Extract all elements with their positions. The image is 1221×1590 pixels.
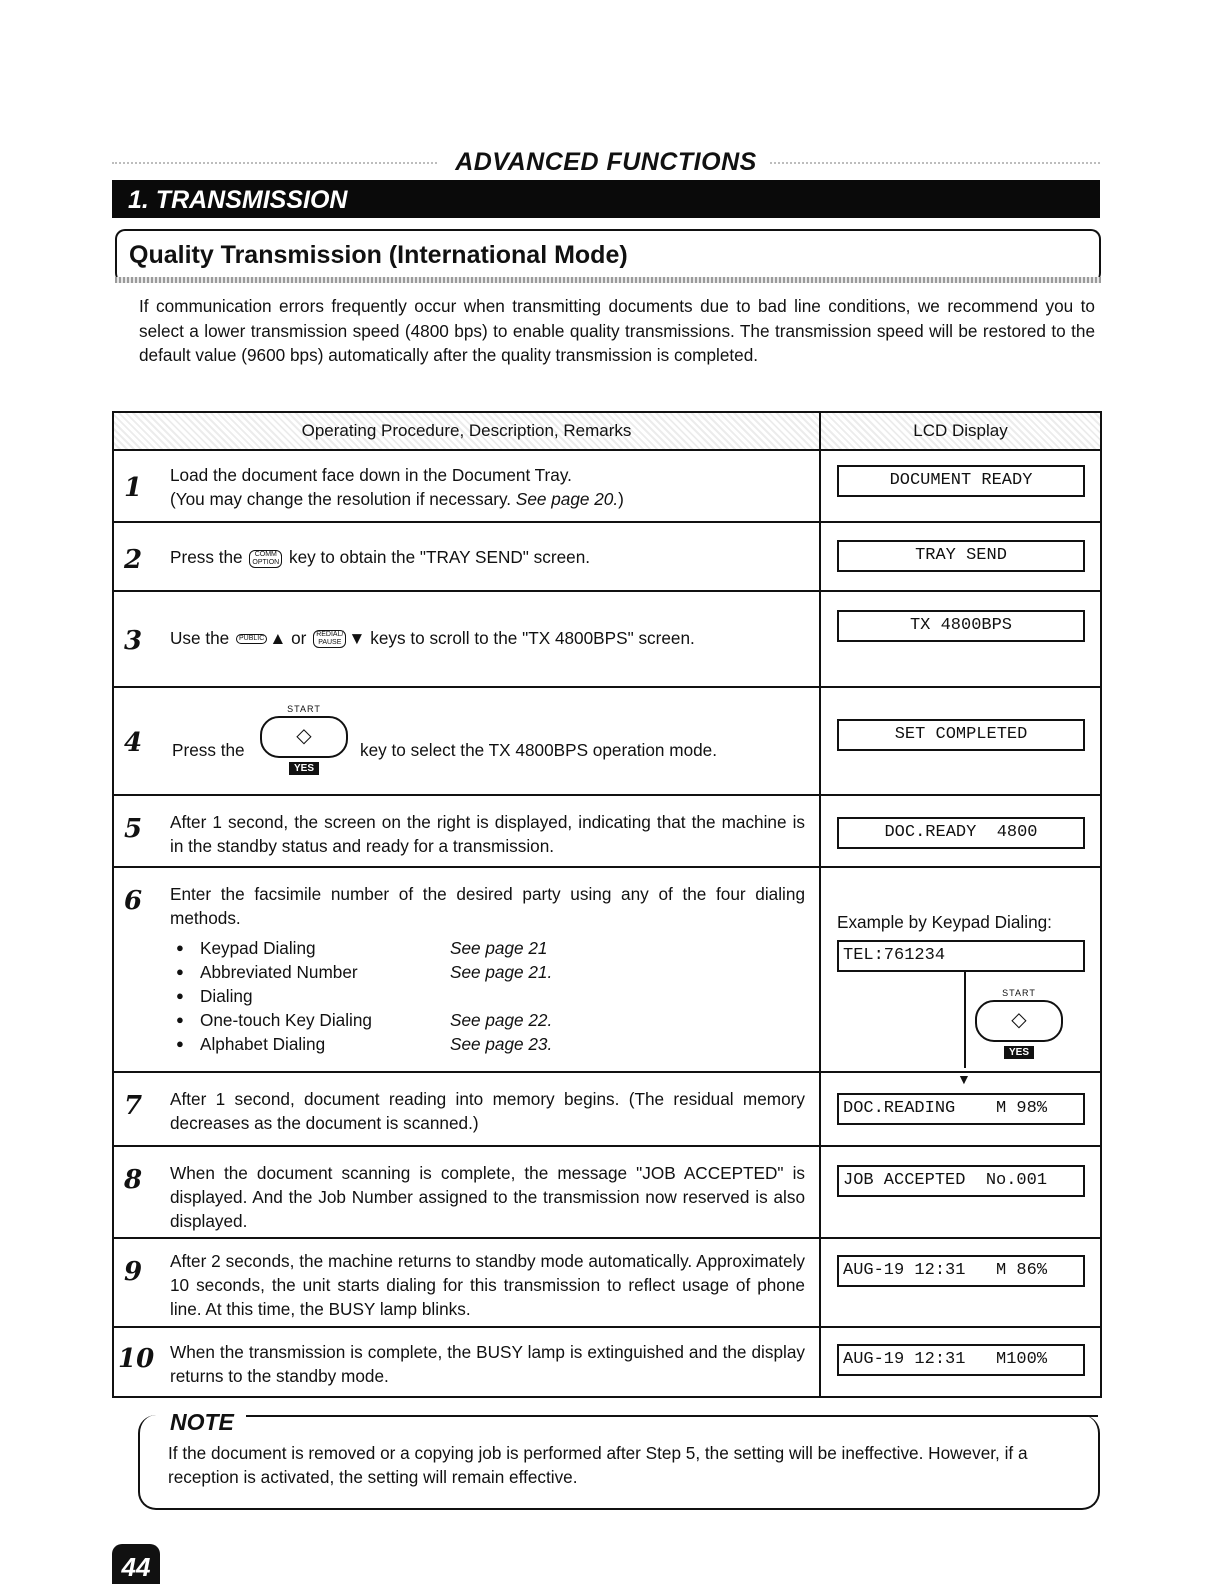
lcd-display: DOCUMENT READY xyxy=(837,465,1085,497)
step-number: 5 xyxy=(124,814,143,845)
table-row xyxy=(113,795,1101,867)
lcd-display: TEL:761234 xyxy=(837,940,1085,972)
page-number: 44 xyxy=(112,1544,160,1584)
table-row xyxy=(113,1146,1101,1238)
table-row xyxy=(113,1327,1101,1397)
step-number: 9 xyxy=(124,1257,143,1288)
step-7 xyxy=(114,1073,819,1145)
step-text: key to obtain the "TRAY SEND" screen. xyxy=(289,547,591,568)
lcd-caption: Example by Keypad Dialing: xyxy=(837,912,1052,933)
step-text: Press the xyxy=(172,739,245,760)
step-8 xyxy=(114,1147,819,1237)
step-text: After 1 second, the screen on the right is displayed, indicating that the machine is in the standby status and ready for a transmission. xyxy=(170,812,805,857)
comm-option-key-icon: COMM OPTION xyxy=(249,550,282,568)
step-3: 3 Use the PUBLIC ▲ or REDIAL/ PAUSE ▼ keys to scroll to the "TX 4800BPS" screen. xyxy=(124,625,695,656)
section-title: ADVANCED FUNCTIONS xyxy=(451,148,761,177)
step-number: 6 xyxy=(124,886,143,917)
list-item-continuation: ● Dialing xyxy=(170,984,805,1008)
section-header xyxy=(112,148,1100,176)
step-text: Press the xyxy=(170,547,243,568)
note-title: NOTE xyxy=(170,1409,234,1435)
step-number: 4 xyxy=(124,727,143,758)
dialing-methods-list xyxy=(170,936,805,1056)
procedure-table xyxy=(112,411,1102,1398)
step-6 xyxy=(114,868,819,1071)
header-dotted-rule xyxy=(770,162,1100,164)
step-text: ) xyxy=(618,489,624,510)
step-number: 10 xyxy=(118,1343,155,1374)
step-number: 2 xyxy=(124,545,143,576)
step-text: Use the xyxy=(170,627,230,648)
lcd-display: DOC.READY 4800 xyxy=(837,817,1085,849)
lcd-display: TRAY SEND xyxy=(837,540,1085,572)
step-number: 8 xyxy=(124,1165,143,1196)
step-4 xyxy=(114,688,819,794)
redial-pause-key-icon: REDIAL/ PAUSE xyxy=(313,630,346,648)
table-row xyxy=(113,591,1101,687)
step-text: or xyxy=(291,627,307,648)
lcd-display: SET COMPLETED xyxy=(837,719,1085,751)
step-number: 3 xyxy=(124,625,143,656)
step-1 xyxy=(114,451,819,521)
note-text: If the document is removed or a copying job is performed after Step 5, the setting will be ineffective. However, if a reception is activated, the setting will remain effective. xyxy=(168,1443,1028,1487)
flow-line xyxy=(964,972,966,1068)
public-key-icon: PUBLIC xyxy=(236,634,267,644)
step-text: (You may change the resolution if necessary. xyxy=(170,489,516,510)
table-row xyxy=(113,1238,1101,1326)
header-procedure: Operating Procedure, Description, Remarks xyxy=(113,412,820,450)
table-row xyxy=(113,522,1101,590)
lcd-display: AUG-19 12:31 M 86% xyxy=(837,1255,1085,1287)
subsection-shading xyxy=(115,277,1101,283)
step-2 xyxy=(114,523,819,589)
table-row xyxy=(113,1072,1101,1146)
lcd-display: JOB ACCEPTED No.001 xyxy=(837,1165,1085,1197)
lcd-display: TX 4800BPS xyxy=(837,610,1085,642)
list-item: ● Keypad Dialing See page 21 xyxy=(170,936,805,960)
flow-arrow: ▼ xyxy=(957,1070,971,1087)
subsection-header xyxy=(115,229,1101,283)
header-dotted-rule xyxy=(112,162,437,164)
step-text: When the transmission is complete, the BUSY lamp is extinguished and the display returns to the standby mode. xyxy=(170,1341,805,1386)
step-text: key to select the TX 4800BPS operation mode. xyxy=(360,739,718,760)
table-row xyxy=(113,450,1101,522)
start-key-icon: START ◇ YES xyxy=(260,704,348,776)
list-item: ● Alphabet Dialing See page 23. xyxy=(170,1032,805,1056)
page-reference: See page 20. xyxy=(515,489,619,510)
step-5 xyxy=(114,796,819,866)
step-text: After 2 seconds, the machine returns to standby mode automatically. Approximately 10 seconds, the unit starts dialing for this transmission to reflect usage of phone line. At this time, the BUSY lamp blinks. xyxy=(170,1251,805,1320)
header-lcd: LCD Display xyxy=(820,412,1101,450)
chapter-bar xyxy=(112,180,1100,218)
start-key-icon: START ◇ YES xyxy=(975,988,1063,1060)
step-10 xyxy=(114,1328,819,1396)
intro-paragraph: If communication errors frequently occur when transmitting documents due to bad line conditions, we recommend you to select a lower transmission speed (4800 bps) to enable quality transmissions. The transmission speed will be restored to the default value (9600 bps) automatically after the quality transmission is completed. xyxy=(139,296,1095,365)
table-row xyxy=(113,867,1101,1072)
step-text: When the document scanning is complete, the message "JOB ACCEPTED" is displayed. And the Job Number assigned to the transmission now reserved is also displayed. xyxy=(170,1163,805,1232)
list-item: ● One-touch Key Dialing See page 22. xyxy=(170,1008,805,1032)
step-number: 7 xyxy=(124,1090,143,1121)
note-rule xyxy=(246,1415,1098,1417)
lcd-display: DOC.READING M 98% xyxy=(837,1093,1085,1125)
chapter-title: 1. TRANSMISSION xyxy=(128,186,348,214)
list-item: ● Abbreviated Number See page 21. xyxy=(170,960,805,984)
step-text: Enter the facsimile number of the desired party using any of the four dialing methods. xyxy=(170,884,805,929)
step-number: 1 xyxy=(124,473,143,504)
lcd-display: AUG-19 12:31 M100% xyxy=(837,1344,1085,1376)
step-9 xyxy=(114,1239,819,1325)
table-row xyxy=(113,687,1101,795)
step-text: After 1 second, document reading into memory begins. (The residual memory decreases as the document is scanned.) xyxy=(170,1088,805,1133)
table-header-row xyxy=(113,412,1101,450)
step-text: Load the document face down in the Document Tray. xyxy=(170,465,572,486)
step-text: keys to scroll to the "TX 4800BPS" screen. xyxy=(370,627,695,648)
subsection-title: Quality Transmission (International Mode) xyxy=(129,241,628,269)
note-box xyxy=(138,1409,1100,1510)
